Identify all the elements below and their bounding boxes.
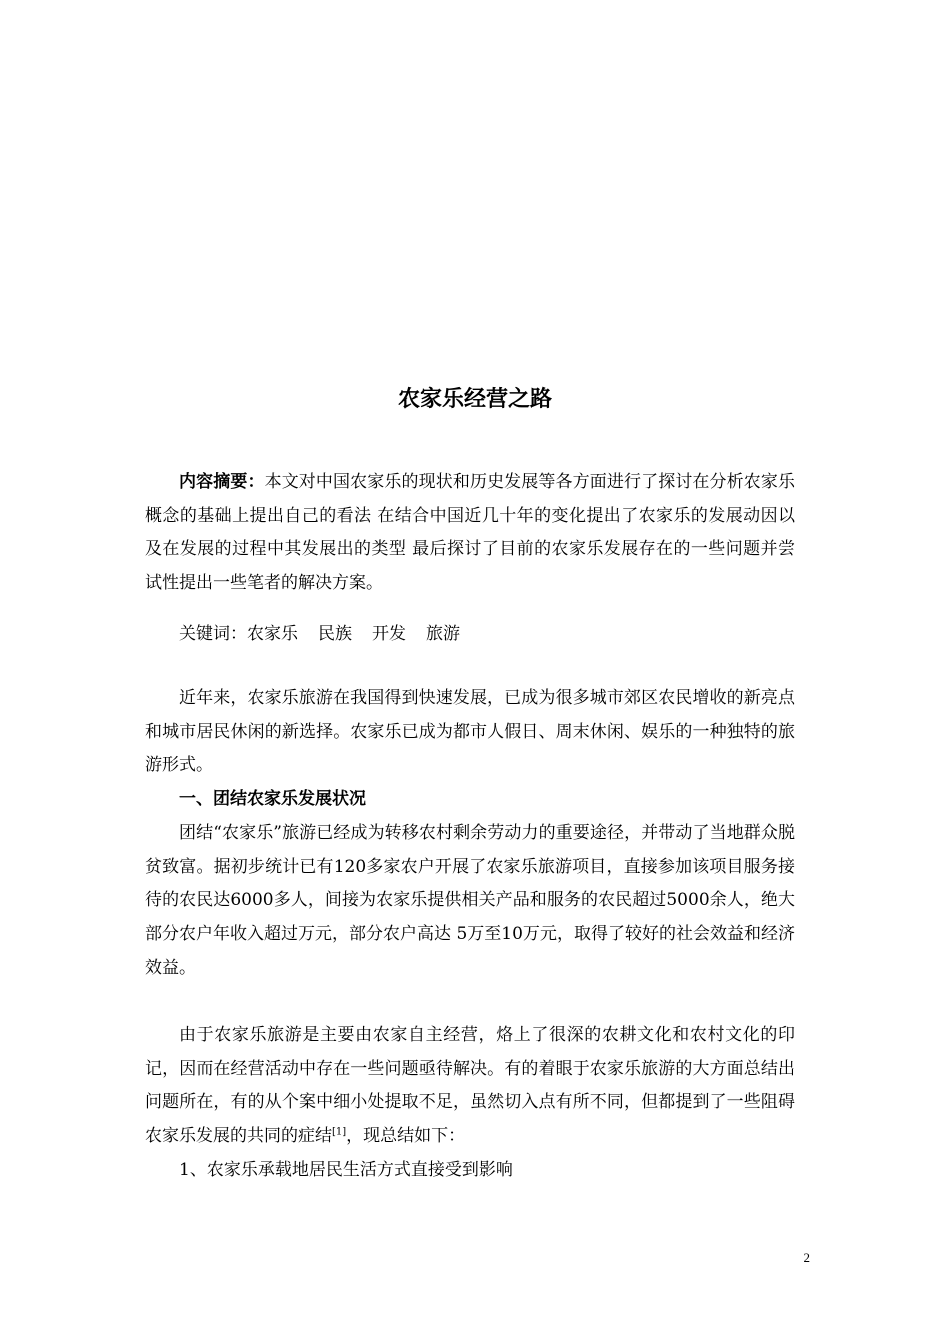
body-paragraph bbox=[145, 1019, 795, 1154]
keyword-item: 民族 bbox=[318, 624, 352, 644]
keywords-line bbox=[145, 618, 795, 652]
document-title: 农家乐经营之路 bbox=[397, 387, 552, 412]
keyword-item: 农家乐 bbox=[247, 624, 298, 644]
page-number: 2 bbox=[803, 1250, 810, 1265]
abstract-label: 内容摘要： bbox=[179, 472, 265, 492]
body-paragraph: 团结“农家乐”旅游已经成为转移农村剩余劳动力的重要途径，并带动了当地群众脱贫致富。据初步统计已有120多家农户开展了农家乐旅游项目，直接参加该项目服务接待的农民达6000多人，间接为农家乐提供相关产品和服务的农民超过5000余人，绝大部分农户年收入超过万元，部分农户高达 5万至10万元，取得了较好的社会效益和经济效益。 bbox=[145, 823, 795, 978]
paragraph-text-end: ，现总结如下： bbox=[346, 1126, 466, 1147]
intro-paragraph: 近年来，农家乐旅游在我国得到快速发展，已成为很多城市郊区农民增收的新亮点和城市居民休闲的新选择。农家乐已成为都市人假日、周末休闲、娱乐的一种独特的旅游形式。 bbox=[145, 688, 795, 776]
citation-marker: [1] bbox=[332, 1126, 347, 1138]
section-heading: 一、团结农家乐发展状况 bbox=[179, 789, 366, 809]
abstract-text: 本文对中国农家乐的现状和历史发展等各方面进行了探讨在分析农家乐概念的基础上提出自己的看法 在结合中国近几十年的变化提出了农家乐的发展动因以及在发展的过程中其发展出的类型 最后探讨了目前的农家乐发展存在的一些问题并尝试性提出一些笔者的解决方案。 bbox=[145, 472, 796, 594]
keyword-item: 旅游 bbox=[426, 624, 460, 644]
abstract-paragraph bbox=[145, 466, 795, 601]
list-item-heading: 1、农家乐承载地居民生活方式直接受到影响 bbox=[179, 1160, 513, 1180]
paragraph-text: 由于农家乐旅游是主要由农家自主经营，烙上了很深的农耕文化和农村文化的印记，因而在经营活动中存在一些问题亟待解决。有的着眼于农家乐旅游的大方面总结出问题所在，有的从个案中细小处提取不足，虽然切入点有所不同，但都提到了一些阻碍农家乐发展的共同的症结 bbox=[145, 1025, 795, 1147]
keyword-item: 开发 bbox=[372, 624, 406, 644]
keywords-label: 关键词： bbox=[179, 624, 247, 644]
